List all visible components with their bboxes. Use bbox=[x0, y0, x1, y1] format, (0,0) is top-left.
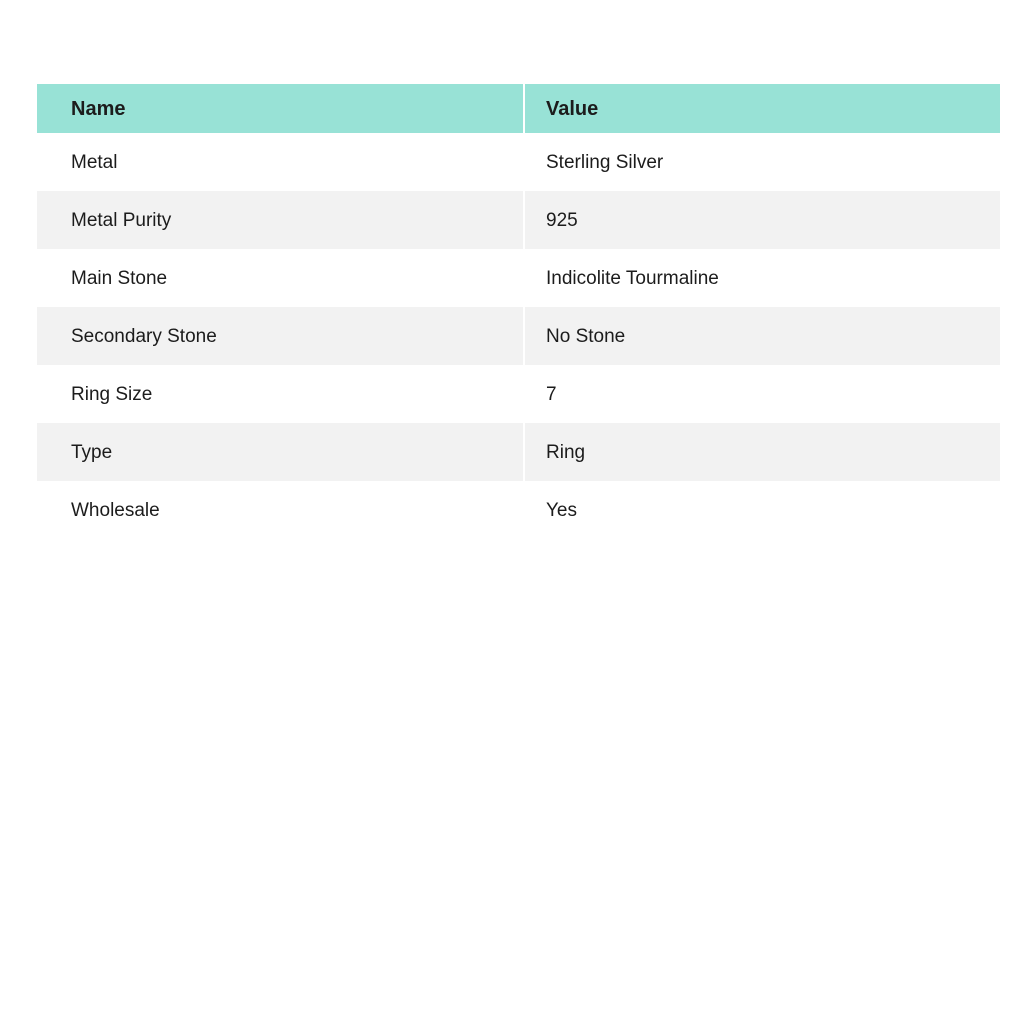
column-header-value: Value bbox=[523, 84, 1000, 133]
spec-value: 925 bbox=[523, 191, 1000, 249]
table-row bbox=[37, 423, 1000, 481]
column-header-name: Name bbox=[37, 84, 523, 133]
spec-name: Metal bbox=[71, 151, 118, 173]
spec-name: Metal Purity bbox=[71, 209, 172, 231]
spec-name: Secondary Stone bbox=[71, 325, 217, 347]
spec-value: Sterling Silver bbox=[523, 133, 1000, 191]
product-spec-table bbox=[37, 84, 1000, 539]
spec-name: Type bbox=[71, 441, 113, 463]
spec-value: No Stone bbox=[523, 307, 1000, 365]
table-row bbox=[37, 133, 1000, 191]
table-row bbox=[37, 249, 1000, 307]
table-row bbox=[37, 365, 1000, 423]
spec-value: Ring bbox=[523, 423, 1000, 481]
table-row bbox=[37, 191, 1000, 249]
spec-name: Wholesale bbox=[71, 499, 160, 521]
table-header-row bbox=[37, 84, 1000, 133]
spec-name: Main Stone bbox=[71, 267, 168, 289]
spec-name: Ring Size bbox=[71, 383, 153, 405]
spec-value: 7 bbox=[523, 365, 1000, 423]
spec-value: Indicolite Tourmaline bbox=[523, 249, 1000, 307]
spec-value: Yes bbox=[523, 481, 1000, 539]
table-row bbox=[37, 307, 1000, 365]
table-row bbox=[37, 481, 1000, 539]
